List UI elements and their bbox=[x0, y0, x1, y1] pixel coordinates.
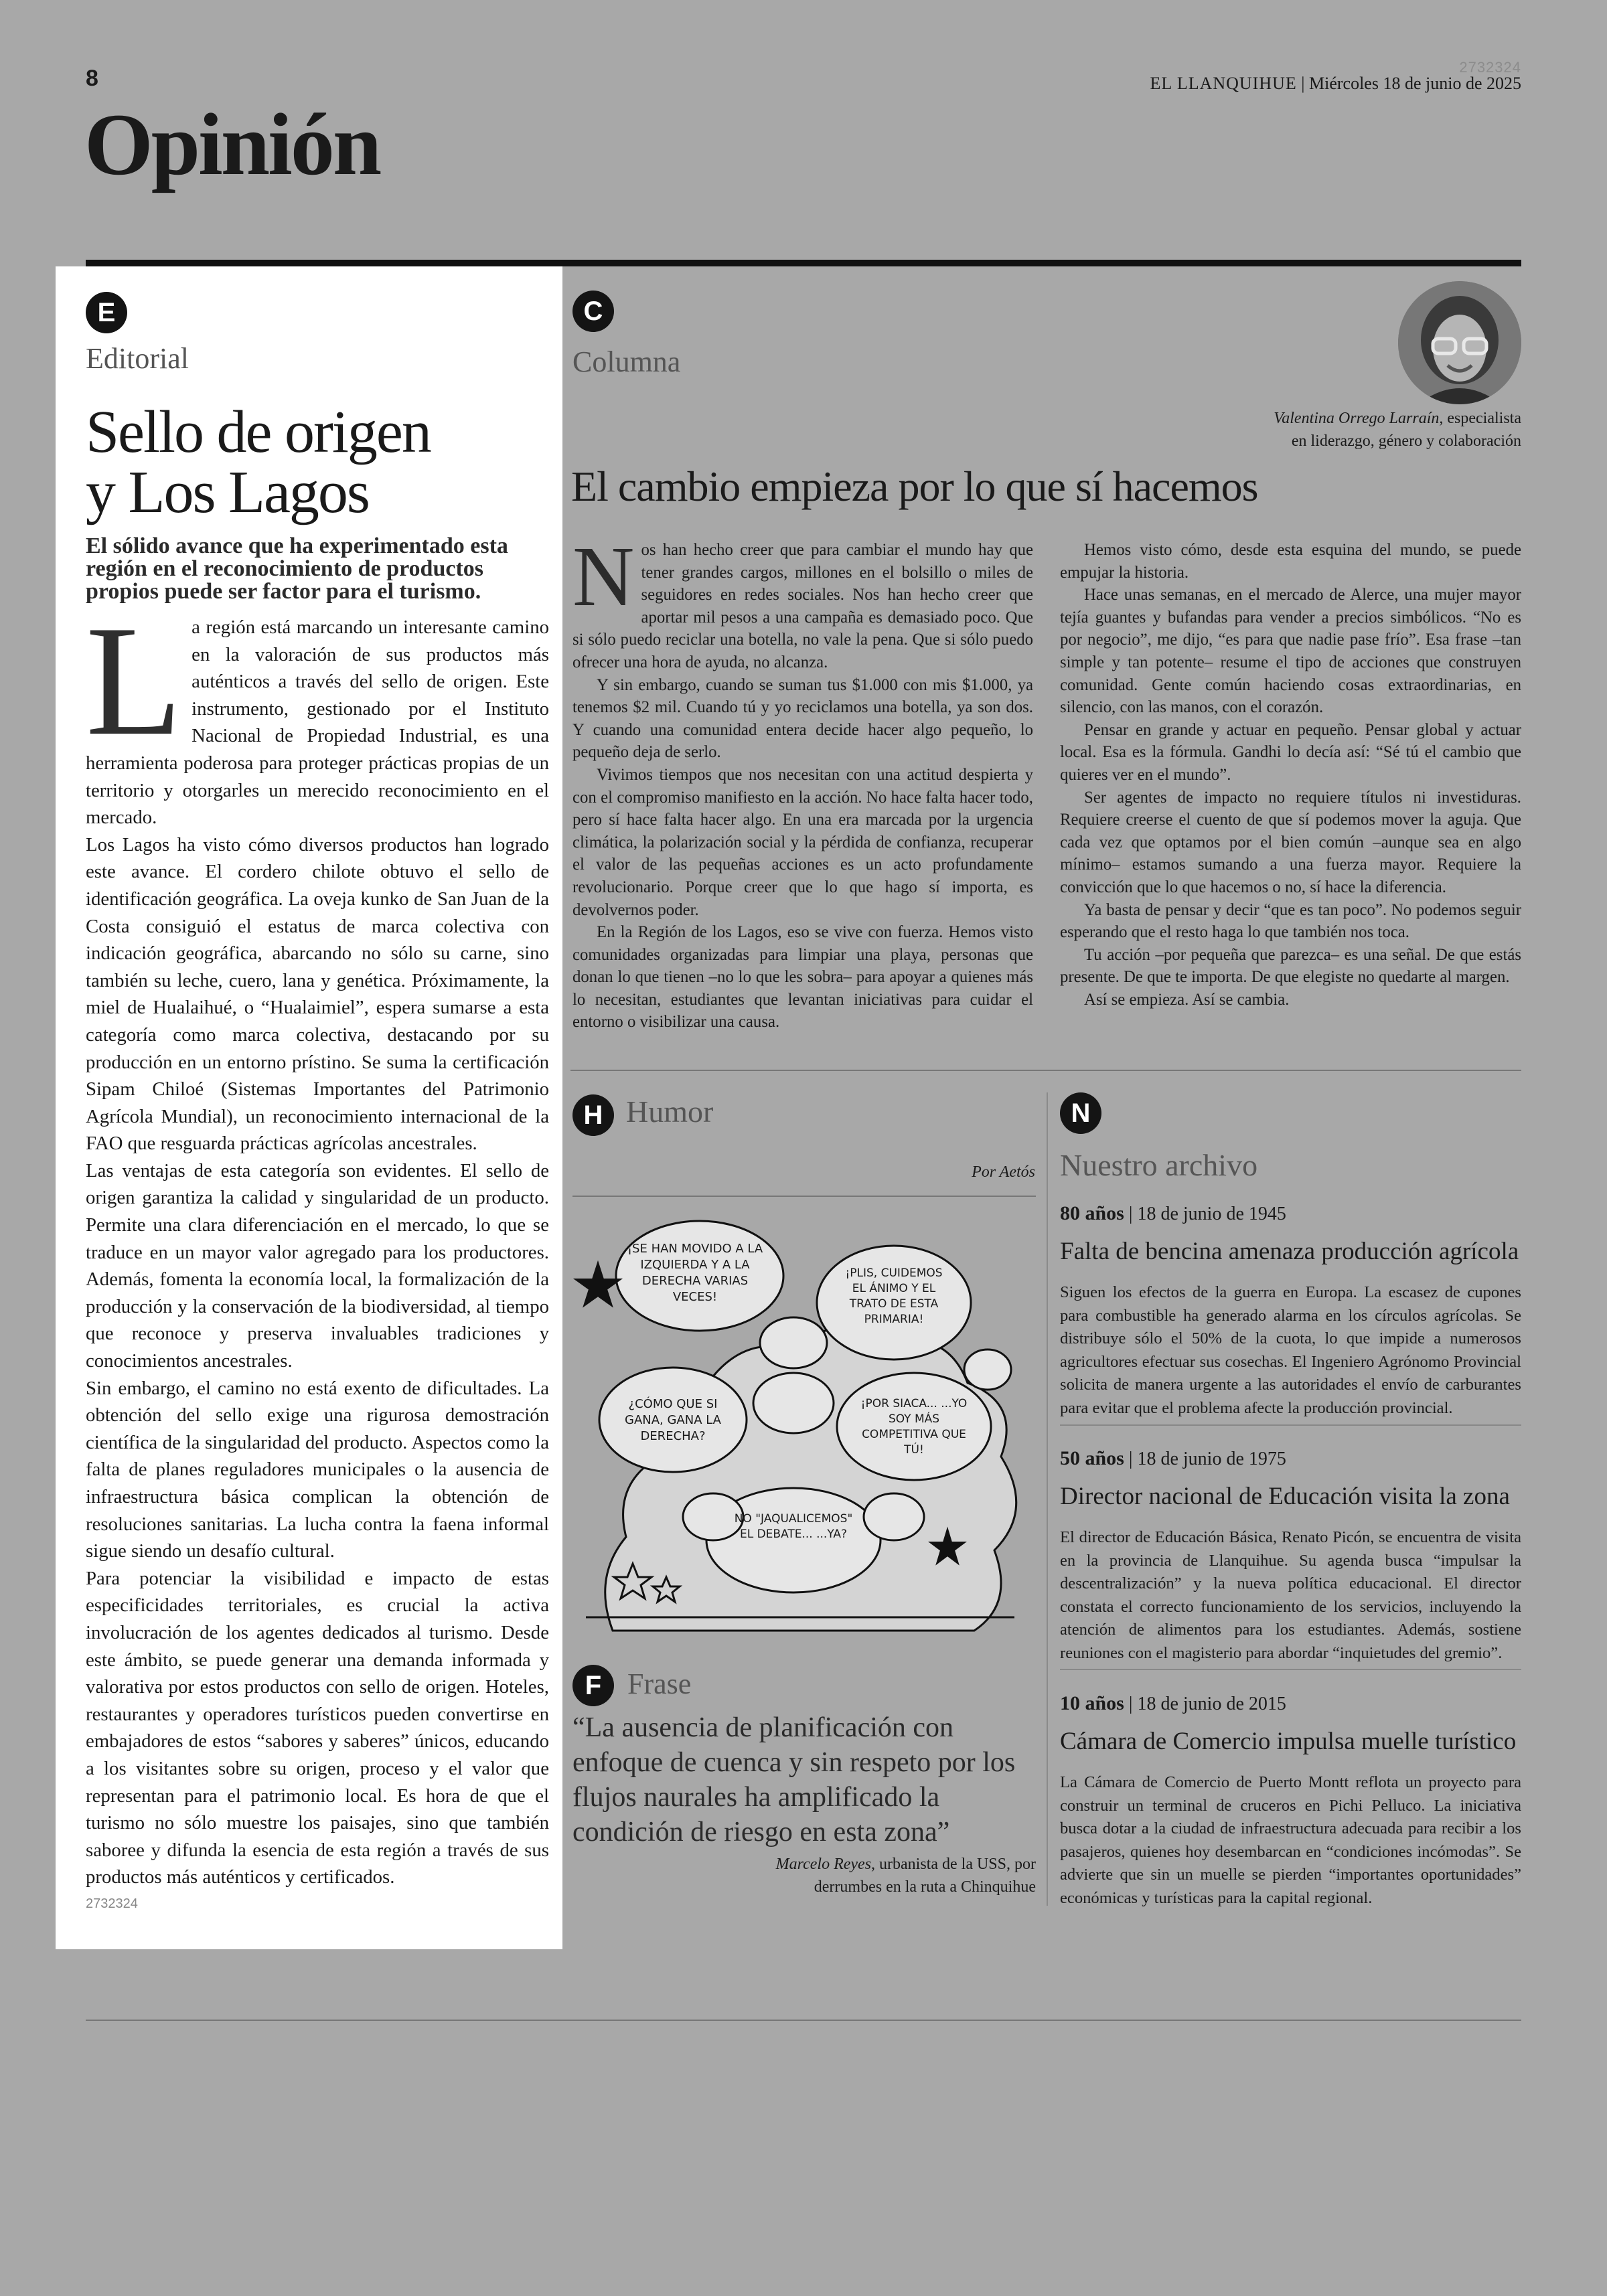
archivo-text: El director de Educación Básica, Renato Picón, se encuentra de visita en la provincia de Llanquihue. Su agenda busca “impulsar la descentralización” y la nueva política educacional. El director constata el correcto funcionamiento de los servicios, incluyendo la atención de alimentos para los estudiantes. Además, sostiene reuniones con el magisterio para abordar “inquietudes del gremio”. bbox=[1060, 1528, 1521, 1662]
cartoon-bubble-4: ¡POR SIACA... ...YO SOY MÁS COMPETITIVA QUE TÚ! bbox=[860, 1397, 968, 1457]
cartoon-bubble-5: NO "JAQUALICEMOS" EL DEBATE... ...YA? bbox=[734, 1512, 853, 1541]
editorial-title-line2: y Los Lagos bbox=[86, 459, 369, 525]
column-author-role-b: en liderazgo, género y colaboración bbox=[1291, 432, 1521, 450]
cartoon-bubble-3: ¿CÓMO QUE SI GANA, GANA LA DERECHA? bbox=[625, 1397, 721, 1443]
humor-rule bbox=[572, 1196, 1036, 1197]
editorial-panel bbox=[56, 266, 562, 1949]
page-id: 2732324 bbox=[1459, 59, 1521, 76]
archivo-item-header: 80 años | 18 de junio de 1945 bbox=[1060, 1202, 1286, 1224]
column-paragraph: Pensar en grande y actuar en pequeño. Pensar global y actuar local. Esa es la fórmula. Gandhi lo decía así: “Sé tú el cambio que quieres ver en el mundo”. bbox=[1060, 720, 1521, 784]
column-paragraph: Hace unas semanas, en el mercado de Alerce, una mujer mayor tejía guantes y bufandas para vender a precios simbólicos. “No es por negocio”, me dijo, “es para que nadie pase frío”. Esa frase –tan simple y tan potente– resume el tipo de acciones que construyen comunidad. Gente común haciendo cosas extraordinarias, en silencio, con las manos, con el corazón. bbox=[1060, 586, 1521, 717]
frase-credit bbox=[572, 1853, 1036, 1898]
archivo-title: Cámara de Comercio impulsa muelle turístico bbox=[1060, 1728, 1517, 1755]
column-paragraph: os han hecho creer que para cambiar el mundo hay que tener grandes cargos, millones en el bolsillo o miles de seguidores en redes sociales. Nos han hecho creer que aportar mil pesos a una campaña es demasiado poco. Que si sólo puedo reciclar una botella, no vale la pena. Que si sólo puedo ofrecer una hora de ayuda, no alcanza. bbox=[572, 541, 1033, 671]
column-author-role-a: , especialista bbox=[1439, 410, 1521, 427]
cartoon-bubble-1: ¡SE HAN MOVIDO A LA IZQUIERDA Y A LA DERECHA VARIAS VECES! bbox=[627, 1242, 763, 1304]
frase-credit-line1 bbox=[572, 1853, 1036, 1876]
section-title: Opinión bbox=[84, 95, 380, 193]
author-photo bbox=[1398, 281, 1521, 404]
archivo-rule bbox=[1060, 1669, 1521, 1670]
bottom-rule bbox=[86, 2020, 1521, 2021]
column-author-name: Valentina Orrego Larraín bbox=[1274, 410, 1440, 427]
archivo-date: 18 de junio de 2015 bbox=[1137, 1694, 1286, 1714]
column-paragraph: Ya basta de pensar y decir “que es tan poco”. No podemos seguir esperando que el resto haga lo que también nos toca. bbox=[1060, 900, 1521, 942]
vertical-divider bbox=[1047, 1092, 1048, 1906]
archivo-title: Falta de bencina amenaza producción agrícola bbox=[1060, 1238, 1519, 1265]
column-paragraph: En la Región de los Lagos, eso se vive con fuerza. Hemos visto comunidades organizadas para limpiar una playa, personas que donan lo que tienen –no lo que les sobra– para apoyar a quienes más lo necesitan, estudiantes que levantan iniciativas para cuidar el entorno o visibilizar una causa. bbox=[572, 923, 1033, 1032]
frase-author-role-b: derrumbes en la ruta a Chinquihue bbox=[814, 1878, 1036, 1896]
editorial-body bbox=[86, 594, 549, 1891]
archivo-date: 18 de junio de 1975 bbox=[1137, 1449, 1286, 1469]
archivo-item-80 bbox=[1060, 1202, 1521, 1420]
humor-label: Humor bbox=[626, 1094, 714, 1129]
frase-badge: F bbox=[572, 1665, 614, 1706]
column-text-right bbox=[1060, 539, 1521, 1011]
archivo-title: Director nacional de Educación visita la zona bbox=[1060, 1483, 1510, 1510]
column-paragraph: Hemos visto cómo, desde esta esquina del mundo, se puede empujar la historia. bbox=[1060, 541, 1521, 582]
masthead-separator: | bbox=[1296, 74, 1309, 93]
editorial-id: 2732324 bbox=[86, 1896, 138, 1911]
column-label: Columna bbox=[572, 345, 681, 378]
editorial-deck: El sólido avance que ha experimentado esta región en el reconocimiento de productos propios puede ser factor para el turismo. bbox=[86, 534, 508, 604]
column-paragraph: Ser agentes de impacto no requiere títulos ni investiduras. Requiere creerse el cuento de que sí podemos mover la aguja. Que cada vez que optamos por el bien común –aunque sea en algo mínimo– estamos sumando a una fuerza mayor. Requiere la convicción que lo que hacemos o no, sí hace la diferencia. bbox=[1060, 788, 1521, 896]
archivo-item-header: 10 años | 18 de junio de 2015 bbox=[1060, 1692, 1286, 1714]
archivo-item-10 bbox=[1060, 1692, 1521, 1910]
editorial-paragraph: Las ventajas de esta categoría son evidentes. El sello de origen garantiza la calidad y singularidad de un producto. Permite una clara diferenciación en el mercado, lo que se traduce en un mayor valor agregado para los productores. Además, fomenta la economía local, la formalización de la producción y la conservación de la biodiversidad, al tiempo que reconoce y preserva invaluables tradiciones y conocimientos ancestrales. bbox=[86, 1159, 549, 1372]
editorial-badge: E bbox=[86, 292, 127, 333]
column-paragraph: Tu acción –por pequeña que parezca– es una señal. De que estás presente. De que te importa. De que elegiste no quedarte al margen. bbox=[1060, 945, 1521, 987]
frase-quote: “La ausencia de planificación con enfoque de cuenca y sin respeto por los flujos naurales ha amplificado la condición de riesgo en esta zona” bbox=[572, 1712, 1016, 1848]
editorial-label: Editorial bbox=[86, 342, 189, 375]
archivo-rule bbox=[1060, 1424, 1521, 1426]
archivo-years: 80 años bbox=[1060, 1202, 1124, 1224]
frase-author: Marcelo Reyes bbox=[775, 1856, 872, 1873]
column-author-line1 bbox=[1274, 407, 1521, 430]
archivo-badge: N bbox=[1060, 1092, 1101, 1134]
page-number: 8 bbox=[86, 66, 98, 91]
issue-date: Miércoles 18 de junio de 2025 bbox=[1309, 74, 1521, 93]
humor-cartoon bbox=[572, 1202, 1036, 1637]
column-title: El cambio empieza por lo que sí hacemos bbox=[571, 463, 1258, 510]
author-portrait-icon bbox=[1398, 281, 1521, 404]
humor-credit: Por Aetós bbox=[972, 1163, 1035, 1181]
column-dropcap: N bbox=[572, 529, 635, 624]
column-paragraph: Vivimos tiempos que nos necesitan con una actitud despierta y con el compromiso manifiesto en la acción. No hace falta hacer todo, pero sí hace falta hacer algo. En una era marcada por la urgencia climática, la polarización social y la pérdida de confianza, recuperar el valor de las pequeñas acciones es un acto profundamente revolucionario. Porque creer que lo que hago sí importa, es devolvernos poder. bbox=[572, 765, 1033, 919]
archivo-years: 50 años bbox=[1060, 1447, 1124, 1469]
column-paragraph: Y sin embargo, cuando se suman tus $1.000 con mis $1.000, ya tenemos $2 mil. Cuando tú y yo reciclamos una botella, ya son dos. Y cuando una comunidad entera decide hacer algo pequeño, lo pequeño deja de serlo. bbox=[572, 675, 1033, 762]
frase-author-role-a: , urbanista de la USS, por bbox=[871, 1856, 1036, 1873]
archivo-text: Siguen los efectos de la guerra en Europa. La escasez de cupones para combustible ha generado alarma en los círculos agrícolas. Se distribuye sólo el 50% de la cuota, lo que impide a numerosos agricultores efectuar sus cosechas. El Ingeniero Agrónomo Provincial solicita de manera urgente a las autoridades el envío de carburantes para evitar que el problema afecte la producción provincial. bbox=[1060, 1283, 1521, 1417]
masthead bbox=[1150, 74, 1521, 94]
column-author-credit bbox=[1274, 407, 1521, 453]
newspaper-name: EL LLANQUIHUE bbox=[1150, 74, 1297, 93]
editorial-paragraph: a región está marcando un interesante camino en la valoración de sus productos más auténticos a través del sello de origen. Este instrumento, gestionado por el Instituto Nacional de Propiedad Industrial, es una herramienta poderosa para proteger prácticas propias de un territorio y otorgarles un merecido reconocimiento en el mercado. bbox=[86, 617, 549, 829]
frase-label: Frase bbox=[627, 1667, 692, 1700]
humor-badge: H bbox=[572, 1094, 614, 1136]
editorial-paragraph: Para potenciar la visibilidad e impacto de estas especificidades territoriales, es crucial la activa involucración de los agentes dedicados al turismo. Desde este ámbito, se puede generar una demanda informada y valorativa por estos productos con sello de origen. Hoteles, restaurantes y operadores turísticos pueden convertirse en embajadores de estos “sabores y saberes” únicos, educando a los visitantes sobre su origen, proceso y el valor que representan para el patrimonio local. Es hora de que el turismo no sólo muestre los paisajes, sino que también saboree y difunda la esencia de esta región a través de sus productos más auténticos y certificados. bbox=[86, 1567, 549, 1888]
cartoon-bubble-2: ¡PLIS, CUIDEMOS EL ÁNIMO Y EL TRATO DE ESTA PRIMARIA! bbox=[845, 1266, 943, 1326]
column-text-left bbox=[572, 529, 1033, 1034]
archivo-date: 18 de junio de 1945 bbox=[1137, 1204, 1286, 1224]
archivo-label: Nuestro archivo bbox=[1060, 1148, 1258, 1182]
archivo-text: La Cámara de Comercio de Puerto Montt reflota un proyecto para construir un terminal de cruceros en Pichi Pelluco. La iniciativa busca dotar a la ciudad de infraestructura adecuada para recibir a los pasajeros, quienes hoy desembarcan en “condiciones incómodas”. Se advierte que sin un muelle se pierden “importantes oportunidades” económicas y turísticas para la capital regional. bbox=[1060, 1773, 1521, 1907]
column-badge: C bbox=[572, 291, 614, 332]
archivo-years: 10 años bbox=[1060, 1692, 1124, 1714]
editorial-paragraph: Sin embargo, el camino no está exento de dificultades. La obtención del sello exige una rigurosa demostración científica de la singularidad del producto. Aspectos como la falta de planes reguladores municipales o la ausencia de infraestructura básica complican la obtención de resoluciones sanitarias. La lucha contra la faena informal sigue siendo un desafío cultural. bbox=[86, 1377, 549, 1562]
editorial-title bbox=[86, 399, 549, 525]
middle-rule bbox=[570, 1070, 1521, 1071]
top-rule bbox=[86, 260, 1521, 266]
archivo-item-50 bbox=[1060, 1447, 1521, 1665]
column-paragraph: Así se empieza. Así se cambia. bbox=[1084, 990, 1290, 1009]
editorial-paragraph: Los Lagos ha visto cómo diversos productos han logrado este avance. El cordero chilote obtuvo el sello de identificación geográfica. La oveja kunko de San Juan de la Costa consiguió el estatus de marca colectiva con indicación geográfica, abarcando no sólo su carne, sino también su leche, cuero, lana y genética. Próximamente, la miel de Hualaihué, o “Hualaimiel”, espera sumarse a esta categoría como marca colectiva, destacando por su producción en un entorno prístino. Se suma la certificación Sipam Chiloé (Sistemas Importantes del Patrimonio Agrícola Mundial), un reconocimiento internacional de la FAO que resguarda prácticas agrícolas ancestrales. bbox=[86, 833, 549, 1155]
archivo-item-header: 50 años | 18 de junio de 1975 bbox=[1060, 1447, 1286, 1469]
editorial-title-line1: Sello de origen bbox=[86, 399, 431, 465]
editorial-dropcap: L bbox=[86, 594, 183, 768]
